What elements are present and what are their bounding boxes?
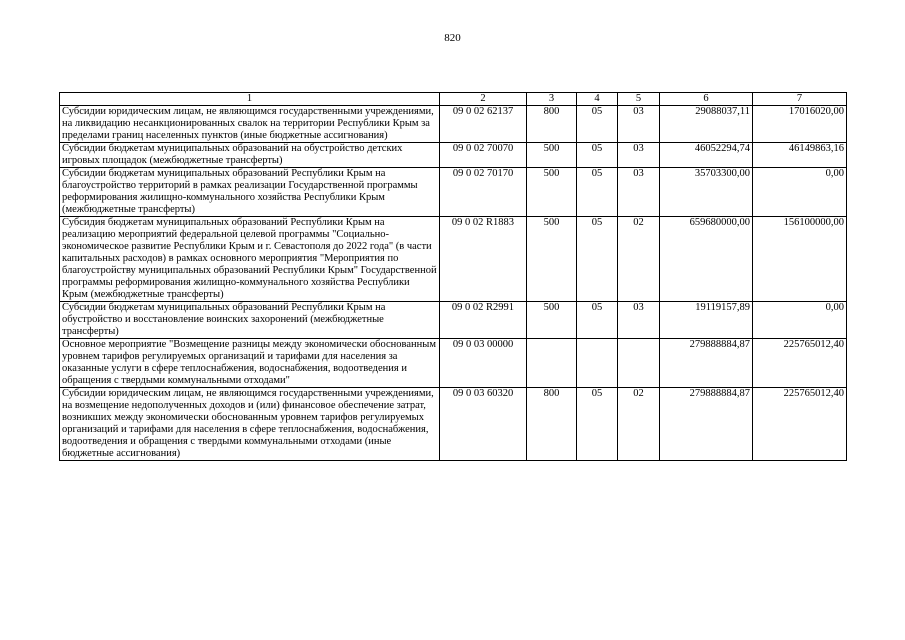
row-col-6: 46052294,74 [660,143,753,168]
row-code: 09 0 03 60320 [440,388,527,461]
row-col-7: 46149863,16 [753,143,847,168]
header-col-1: 1 [60,93,440,106]
row-col-4 [577,339,618,388]
header-col-3: 3 [527,93,577,106]
row-col-3: 500 [527,217,577,302]
header-col-4: 4 [577,93,618,106]
row-name: Субсидия бюджетам муниципальных образований Республики Крым на реализацию мероприятий федеральной целевой программы "Социально-экономическое развитие Республики Крым и г. Севастополя до 2022 года" (в части капитальных расходов) в рамках основного мероприятия "Мероприятия по благоустройству муниципальных образований Республики Крым" Государственной программы реформирования жилищно-коммунального хозяйства Республики Крым (межбюджетные трансферты) [60,217,440,302]
row-code: 09 0 02 R2991 [440,302,527,339]
table-row [60,106,847,143]
row-col-5: 03 [618,302,660,339]
budget-table [59,92,847,461]
row-col-3: 800 [527,388,577,461]
row-col-7: 0,00 [753,302,847,339]
row-code: 09 0 03 00000 [440,339,527,388]
row-col-3: 500 [527,302,577,339]
header-col-5: 5 [618,93,660,106]
table-row [60,302,847,339]
row-col-6: 279888884,87 [660,388,753,461]
row-col-6: 19119157,89 [660,302,753,339]
header-col-6: 6 [660,93,753,106]
row-col-7: 225765012,40 [753,339,847,388]
header-col-7: 7 [753,93,847,106]
row-name: Субсидии бюджетам муниципальных образований Республики Крым на обустройство и восстановление воинских захоронений (межбюджетные трансферты) [60,302,440,339]
row-col-5: 02 [618,388,660,461]
table-row [60,217,847,302]
row-col-6: 659680000,00 [660,217,753,302]
table-row [60,339,847,388]
table-row [60,388,847,461]
row-col-4: 05 [577,388,618,461]
row-code: 09 0 02 62137 [440,106,527,143]
table-row [60,168,847,217]
row-code: 09 0 02 R1883 [440,217,527,302]
row-name: Субсидии бюджетам муниципальных образований Республики Крым на благоустройство территорий в рамках реализации Государственной программы реформирования жилищно-коммунального хозяйства Республики Крым (межбюджетные трансферты) [60,168,440,217]
row-col-6: 35703300,00 [660,168,753,217]
row-code: 09 0 02 70070 [440,143,527,168]
table-row [60,143,847,168]
row-col-6: 29088037,11 [660,106,753,143]
header-col-2: 2 [440,93,527,106]
row-col-6: 279888884,87 [660,339,753,388]
row-col-4: 05 [577,168,618,217]
row-col-5 [618,339,660,388]
row-col-7: 0,00 [753,168,847,217]
row-name: Субсидии бюджетам муниципальных образований на обустройство детских игровых площадок (межбюджетные трансферты) [60,143,440,168]
row-name: Основное мероприятие "Возмещение разницы между экономически обоснованным уровнем тарифов регулируемых организаций и тарифами для населения за оказанные услуги в сфере теплоснабжения, водоснабжения, водоотведения и обращения с твердыми коммунальными отходами" [60,339,440,388]
row-name: Субсидии юридическим лицам, не являющимся государственными учреждениями, на возмещение недополученных доходов и (или) финансовое обеспечение затрат, возникших между экономически обоснованным уровнем тарифов регулируемых организаций и тарифами для населения в сфере теплоснабжения, водоснабжения, водоотведения и обращения с твердыми коммунальными отходами (иные бюджетные ассигнования) [60,388,440,461]
row-col-4: 05 [577,106,618,143]
row-col-3: 500 [527,143,577,168]
row-col-3 [527,339,577,388]
row-col-4: 05 [577,143,618,168]
row-code: 09 0 02 70170 [440,168,527,217]
header-row [60,93,847,106]
row-col-5: 03 [618,143,660,168]
row-col-3: 500 [527,168,577,217]
row-col-4: 05 [577,302,618,339]
row-col-5: 03 [618,168,660,217]
row-col-7: 156100000,00 [753,217,847,302]
row-col-5: 03 [618,106,660,143]
row-col-4: 05 [577,217,618,302]
row-col-3: 800 [527,106,577,143]
row-name: Субсидии юридическим лицам, не являющимся государственными учреждениями, на ликвидацию несанкционированных свалок на территории Республики Крым за пределами границ населенных пунктов (иные бюджетные ассигнования) [60,106,440,143]
page-number: 820 [444,32,461,44]
row-col-7: 225765012,40 [753,388,847,461]
row-col-5: 02 [618,217,660,302]
row-col-7: 17016020,00 [753,106,847,143]
